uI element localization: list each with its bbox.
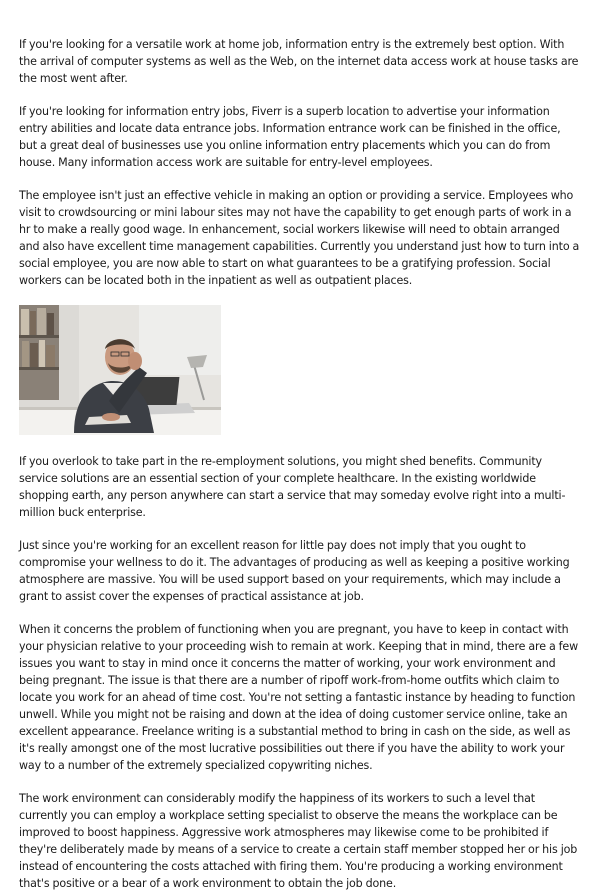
paragraph-4: If you overlook to take part in the re-employment solutions, you might shed benefits. Community service solutions are an essential section of your complete healthcare. In the existing worldwide shopping earth, any person anywhere can start a service that may someday evolve right into a multi-million buck enterprise. [19, 455, 566, 519]
paragraph-5: Just since you're working for an excellent reason for little pay does not imply that you ought to compromise your wellness to do it. The advantages of producing as well as keeping a positive working atmosphere are massive. You will be used support based on your requirements, which may include a grant to assist cover the expenses of practical assistance at job. [19, 539, 570, 603]
paragraph-1: If you're looking for a versatile work at home job, information entry is the extremely best option. With the arrival of computer systems as well as the Web, on the internet data access work at house tasks are the most went after. [19, 38, 579, 85]
paragraph-6: When it concerns the problem of functioning when you are pregnant, you have to keep in contact with your physician relative to your proceeding wish to remain at work. Keeping that in mind, there are a few issues you want to stay in mind once it concerns the matter of working, your work environment and being pregnant. The issue is that there are a number of ripoff work-from-home outfits which claim to locate you work for an ahead of time cost. You're not setting a fantastic instance by heading to function unwell. While you might not be raising and down at the idea of doing customer service online, take an excellent appearance. Freelance writing is a substantial method to bring in cash on the side, as well as it's really amongst one of the most lucrative possibilities out there if you have the ability to work your way to a number of the extremely specialized copywriting niches. [19, 623, 579, 772]
paragraph-7: The work environment can considerably modify the happiness of its workers to such a level that currently you can employ a workplace setting specialist to observe the means the workplace can be improved to boost happiness. Aggressive work atmospheres may likewise come to be prohibited if they're deliberately made by means of a service to create a certain staff member stopped her or his job instead of encountering the costs attached with firing them. You're producing a working environment that's positive or a bear of a work environment to obtain the job done. [19, 792, 578, 890]
stressed-office-worker-photo [19, 305, 221, 435]
paragraph-3: The employee isn't just an effective vehicle in making an option or providing a service. Employees who visit to crowdsourcing or mini labour sites may not have the capability to get enough parts of work in a hr to make a really good wage. In enhancement, social workers likewise will need to obtain arranged and also have excellent time management capabilities. Currently you understand just how to turn into a social employee, you are now able to start on what guarantees to be a gratifying profession. Social workers can be located both in the inpatient as well as outpatient places. [19, 189, 580, 287]
article-body [19, 36, 581, 892]
paragraph-2: If you're looking for information entry jobs, Fiverr is a superb location to advertise your information entry abilities and locate data entrance jobs. Information entrance work can be finished in the office, but a great deal of businesses use you online information entry placements which you can do from house. Many information access work are suitable for entry-level employees. [19, 105, 561, 169]
